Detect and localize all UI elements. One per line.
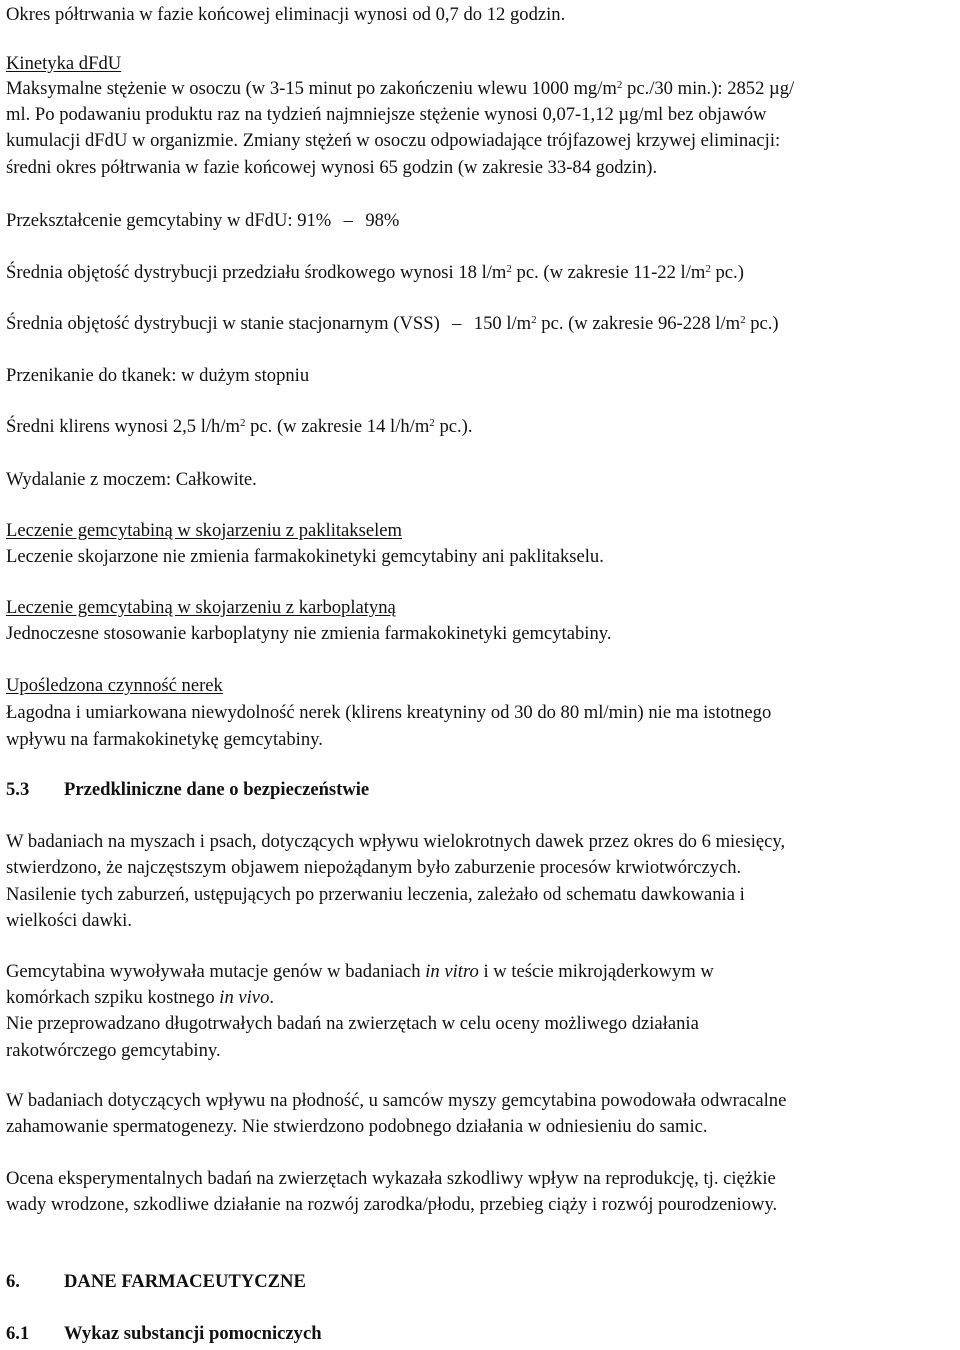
section-6-1-heading: 6.1 Wykaz substancji pomocniczych (6, 1323, 322, 1344)
fertility-line: W badaniach dotyczących wpływu na płodność, u samców myszy gemcytabina powodowała odwracalne (6, 1090, 787, 1111)
reproduction-line: Ocena eksperymentalnych badań na zwierzętach wykazała szkodliwy wpływ na reprodukcję, tj. ciężkie (6, 1168, 776, 1189)
en-dash: – (452, 313, 462, 334)
dfdu-max-concentration-text: Maksymalne stężenie w osoczu (w 3-15 minut po zakończeniu wlewu 1000 $mg/m^2$ pc./30 min.): 2852 µg/ (6, 78, 795, 99)
en-dash: – (343, 210, 353, 231)
reproduction-line: wady wrodzone, szkodliwe działanie na rozwój zarodka/płodu, przebieg ciąży i rozwój pourodzeniowy. (6, 1194, 778, 1215)
dfdu-trough-text: ml. Po podawaniu produktu raz na tydzień najmniejsze stężenie wynosi 0,07-1,12 µg/ml bez objawów (6, 104, 767, 125)
preclinical-paragraph-1-line: Nasilenie tych zaburzeń, ustępujących po przerwaniu leczenia, zależało od schematu dawkowania i (6, 884, 745, 905)
preclinical-paragraph-1-line: W badaniach na myszach i psach, dotyczących wpływu wielokrotnych dawek przez okres do 6 miesięcy, (6, 831, 786, 852)
urinary-excretion-text: Wydalanie z moczem: Całkowite. (6, 469, 257, 490)
tissue-penetration-text: Przenikanie do tkanek: w dużym stopniu (6, 365, 310, 386)
carboplatin-text: Jednoczesne stosowanie karboplatyny nie zmienia farmakokinetyki gemcytabiny. (6, 623, 612, 644)
paclitaxel-heading: Leczenie gemcytabiną w skojarzeniu z paklitakselem (6, 520, 402, 541)
dfdu-accumulation-text: kumulacji dFdU w organizmie. Zmiany stężeń w osoczu odpowiadające trójfazowej krzywej eliminacji: (6, 130, 781, 151)
dfdu-kinetics-heading: Kinetyka dFdU (6, 53, 122, 74)
mutagenicity-line-2: komórkach szpiku kostnego in vivo. (6, 987, 275, 1008)
dfdu-conversion-text: Przekształcenie gemcytabiny w dFdU: 91% – 98% (6, 210, 400, 231)
renal-impairment-text-2: wpływu na farmakokinetykę gemcytabiny. (6, 729, 323, 750)
section-5-3-heading: 5.3 Przedkliniczne dane o bezpieczeństwie (6, 779, 370, 800)
elimination-half-life-text: Okres półtrwania w fazie końcowej eliminacji wynosi od 0,7 do 12 godzin. (6, 4, 566, 25)
renal-impairment-heading: Upośledzona czynność nerek (6, 675, 223, 696)
dfdu-terminal-half-life-text: średni okres półtrwania w fazie końcowej wynosi 65 godzin (w zakresie 33-84 godzin). (6, 157, 658, 178)
carcinogenicity-line-2: rakotwórczego gemcytabiny. (6, 1040, 221, 1061)
clearance-text: Średni klirens wynosi 2,5 $l/h/m^2$ pc. (w zakresie 14 $l/h/m^2$ pc.). (6, 416, 473, 437)
paclitaxel-text: Leczenie skojarzone nie zmienia farmakokinetyki gemcytabiny ani paklitakselu. (6, 546, 604, 567)
central-volume-text: Średnia objętość dystrybucji przedziału środkowego wynosi 18 $l/m^2$ pc. (w zakresie 11-22 $l/m^2$ pc.) (6, 262, 744, 283)
preclinical-paragraph-1-line: stwierdzono, że najczęstszym objawem niepożądanym było zaburzenie procesów krwiotwórczych. (6, 857, 742, 878)
preclinical-paragraph-1-line: wielkości dawki. (6, 910, 132, 931)
steady-state-volume-text: Średnia objętość dystrybucji w stanie stacjonarnym (VSS) – 150 $l/m^2$ pc. (w zakresie 96-228 $l/m^2$ pc.) (6, 313, 779, 334)
renal-impairment-text-1: Łagodna i umiarkowana niewydolność nerek (klirens kreatyniny od 30 do 80 ml/min) nie ma istotnego (6, 702, 772, 723)
mutagenicity-line-1: Gemcytabina wywoływała mutacje genów w badaniach in vitro i w teście mikrojąderkowym w (6, 961, 714, 982)
section-6-heading: 6. DANE FARMACEUTYCZNE (6, 1271, 306, 1292)
carboplatin-heading: Leczenie gemcytabiną w skojarzeniu z karboplatyną (6, 597, 396, 618)
carcinogenicity-line-1: Nie przeprowadzano długotrwałych badań na zwierzętach w celu oceny możliwego działania (6, 1013, 699, 1034)
fertility-line: zahamowanie spermatogenezy. Nie stwierdzono podobnego działania w odniesieniu do samic. (6, 1116, 708, 1137)
